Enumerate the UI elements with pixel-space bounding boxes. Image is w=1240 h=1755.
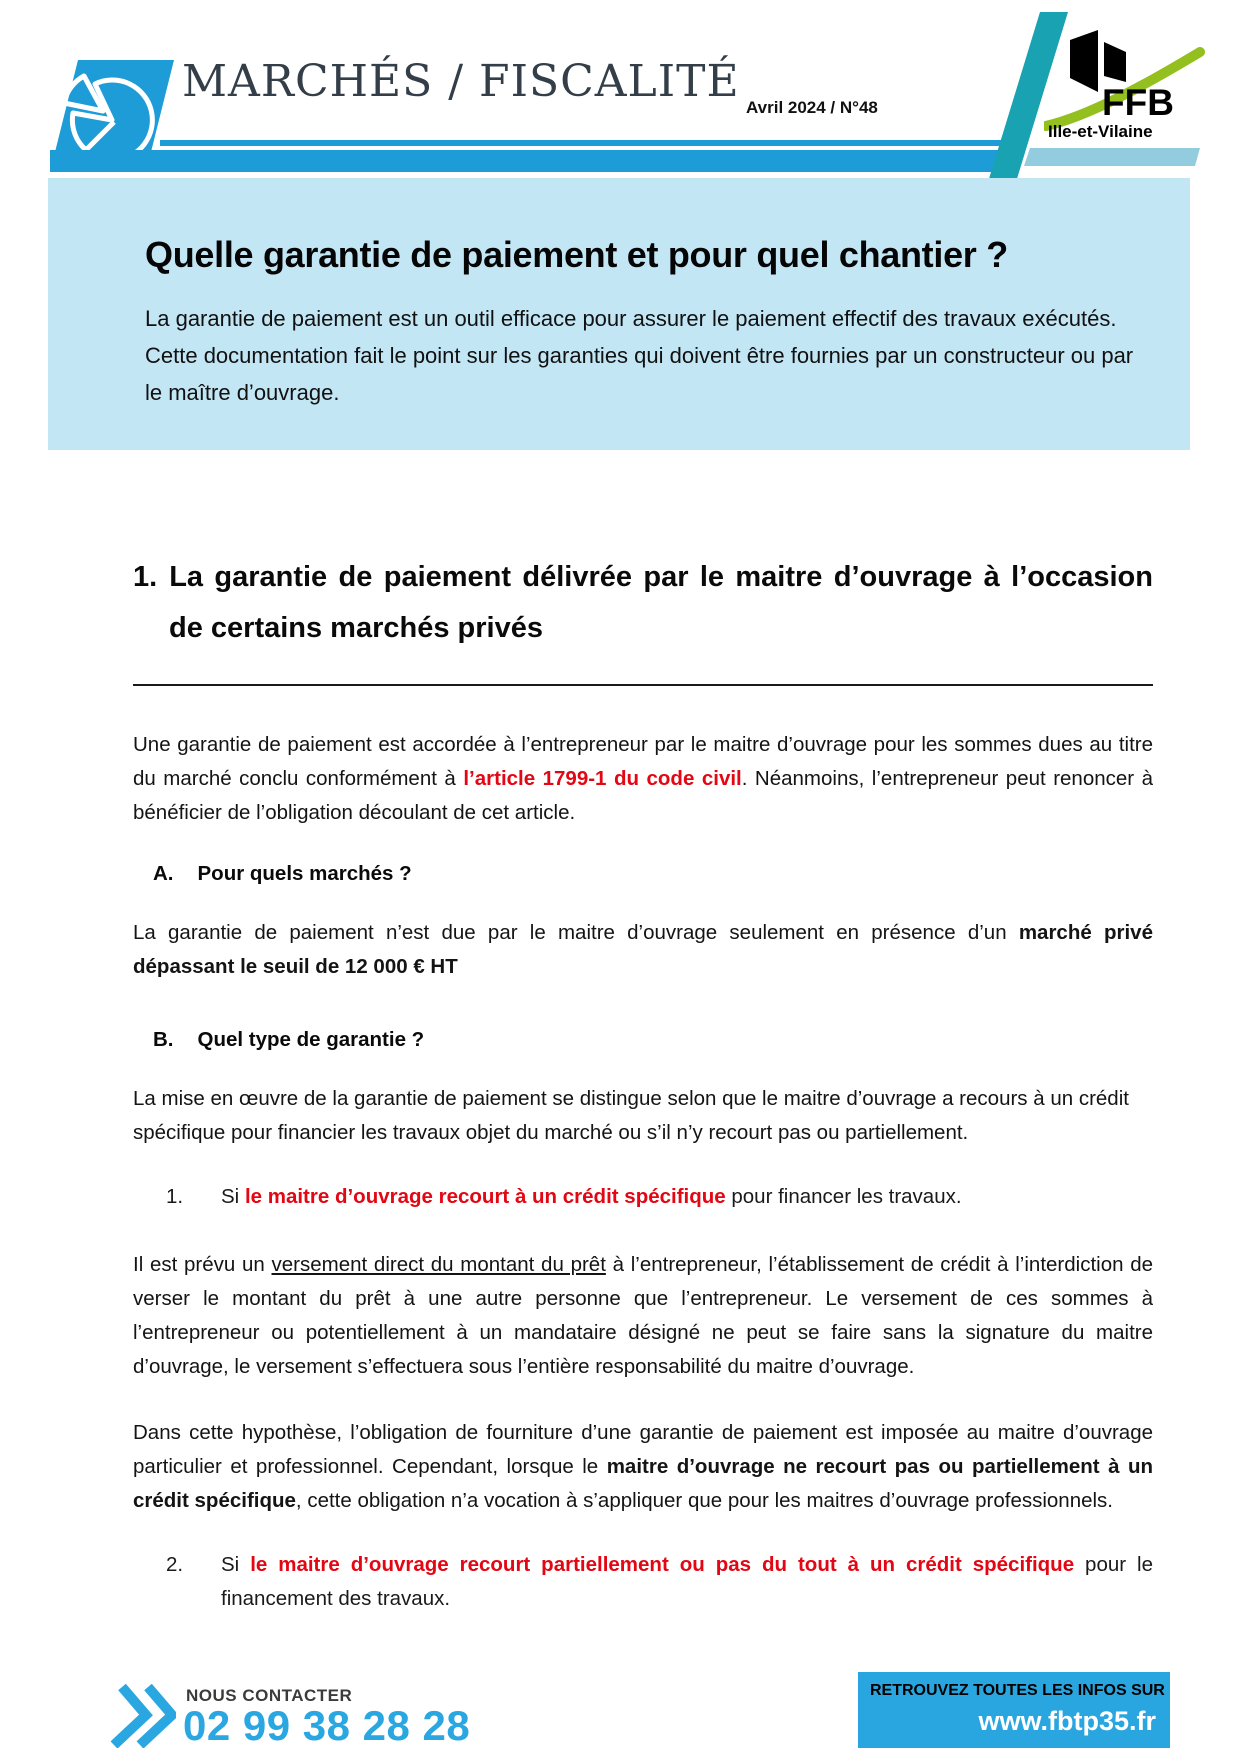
subsection-a-title: Pour quels marchés ? xyxy=(197,862,412,885)
masthead-title: MARCHÉS / FISCALITÉ xyxy=(182,56,740,107)
ffb-logo-text: FFB xyxy=(1102,82,1174,123)
intro-body: La garantie de paiement est un outil efficace pour assurer le paiement effectif des travaux exécutés. Cette documentation fait le point sur les garanties qui doivent être fournies par un constructeur ou par le maître d’ouvrage. xyxy=(145,306,1134,405)
building-right-slab xyxy=(1104,42,1126,82)
paragraph-1-text-end: . Néanmoins, l’entrepreneur peut renoncer à bénéficier de l’obligation découlant de cet article. xyxy=(133,767,1154,824)
section-1-title: La garantie de paiement délivrée par le maitre d’ouvrage à l’occasion de certains marchés privés xyxy=(169,561,1153,644)
paragraph-2-bold-highlight: marché privé dépassant le seuil de 12 000 € HT xyxy=(133,921,1153,978)
subsection-b-title: Quel type de garantie ? xyxy=(197,1028,425,1051)
list-item-2-red-highlight: le maitre d’ouvrage recourt partiellement ou pas du tout à un crédit spécifique xyxy=(250,1553,1075,1576)
paragraph-5-bold-highlight: maitre d’ouvrage ne recourt pas ou partiellement à un crédit spécifique xyxy=(133,1455,1153,1512)
footer xyxy=(0,1630,1240,1755)
infos-label: RETROUVEZ TOUTES LES INFOS SUR xyxy=(870,1682,1165,1699)
list-item-1-number: 1. xyxy=(166,1185,184,1208)
infos-box xyxy=(858,1672,1170,1748)
paragraph-4-text-end: à l’entrepreneur, l’établissement de crédit à l’interdiction de verser le montant du prêt à une autre personne que l’entrepreneur. Le versement de ces sommes à l’entrepreneur ou potentiellement à un mandataire désigné ne peut se faire sans la signature du maitre d’ouvrage, le versement s’effectuera sous l’entière responsabilité du maitre d’ouvrage. xyxy=(133,1253,1154,1378)
issue-date: Avril 2024 / N°48 xyxy=(746,98,878,117)
phone-number: 02 99 38 28 28 xyxy=(183,1702,471,1749)
ffb-logo xyxy=(1044,26,1214,156)
paragraph-5-text: Dans cette hypothèse, l’obligation de fourniture d’une garantie de paiement est imposée au maitre d’ouvrage particulier et professionnel. Cependant, lorsque le xyxy=(133,1421,1153,1478)
list-item-1-text: Si xyxy=(221,1185,245,1208)
paragraph-3-text: La mise en œuvre de la garantie de paiement se distingue selon que le maitre d’ouvrage a recours à un crédit spécifique pour financier les travaux objet du marché ou s’il n’y recourt pas ou partiellement. xyxy=(133,1087,1129,1144)
building-left-slab xyxy=(1070,30,1098,92)
section-1-heading xyxy=(133,552,1153,654)
paragraph-1 xyxy=(133,728,1153,830)
contact-label: NOUS CONTACTER xyxy=(186,1686,353,1705)
paragraph-4-underlined: versement direct du montant du prêt xyxy=(271,1253,606,1276)
list-item-2-text-end: pour le financement des travaux. xyxy=(221,1553,1153,1610)
intro-box xyxy=(48,178,1190,450)
list-item-1 xyxy=(133,1180,1153,1214)
paragraph-3 xyxy=(133,1082,1153,1150)
list-item-2-text: Si xyxy=(221,1553,251,1576)
list-item-2 xyxy=(133,1548,1153,1616)
paragraph-2-text: La garantie de paiement n’est due par le maitre d’ouvrage seulement en présence d’un xyxy=(133,921,1019,944)
subsection-b-letter: B. xyxy=(153,1028,174,1051)
ffb-logo-region: Ille-et-Vilaine xyxy=(1048,122,1153,141)
paragraph-5-text-end: , cette obligation n’a vocation à s’appliquer que pour les maitres d’ouvrage professionnels. xyxy=(295,1489,1113,1512)
paragraph-1-text: Une garantie de paiement est accordée à l’entrepreneur par le maitre d’ouvrage pour les sommes dues au titre du marché conclu conformément à xyxy=(133,733,1153,790)
paragraph-5 xyxy=(133,1416,1153,1518)
list-item-2-number: 2. xyxy=(166,1553,184,1576)
double-chevron-icon xyxy=(110,1684,176,1748)
section-divider xyxy=(133,684,1153,686)
subsection-a-heading xyxy=(153,862,1153,886)
masthead xyxy=(0,0,1240,190)
paragraph-1-red-highlight: l’article 1799-1 du code civil xyxy=(463,767,742,790)
section-1-number: 1. xyxy=(133,561,158,593)
intro-title: Quelle garantie de paiement et pour quel chantier ? xyxy=(145,234,1008,275)
main-content xyxy=(133,552,1153,1616)
website-link[interactable]: www.fbtp35.fr xyxy=(978,1706,1156,1736)
paragraph-4 xyxy=(133,1248,1153,1384)
paragraph-2 xyxy=(133,916,1153,984)
list-item-1-red-highlight: le maitre d’ouvrage recourt à un crédit spécifique xyxy=(244,1185,726,1208)
subsection-b-heading xyxy=(153,1028,1153,1052)
paragraph-4-text: Il est prévu un xyxy=(133,1253,272,1276)
subsection-a-letter: A. xyxy=(153,862,174,885)
list-item-1-text-end: pour financer les travaux. xyxy=(725,1185,962,1208)
masthead-thin-rule xyxy=(160,140,1006,146)
masthead-thick-bar xyxy=(50,150,1012,172)
